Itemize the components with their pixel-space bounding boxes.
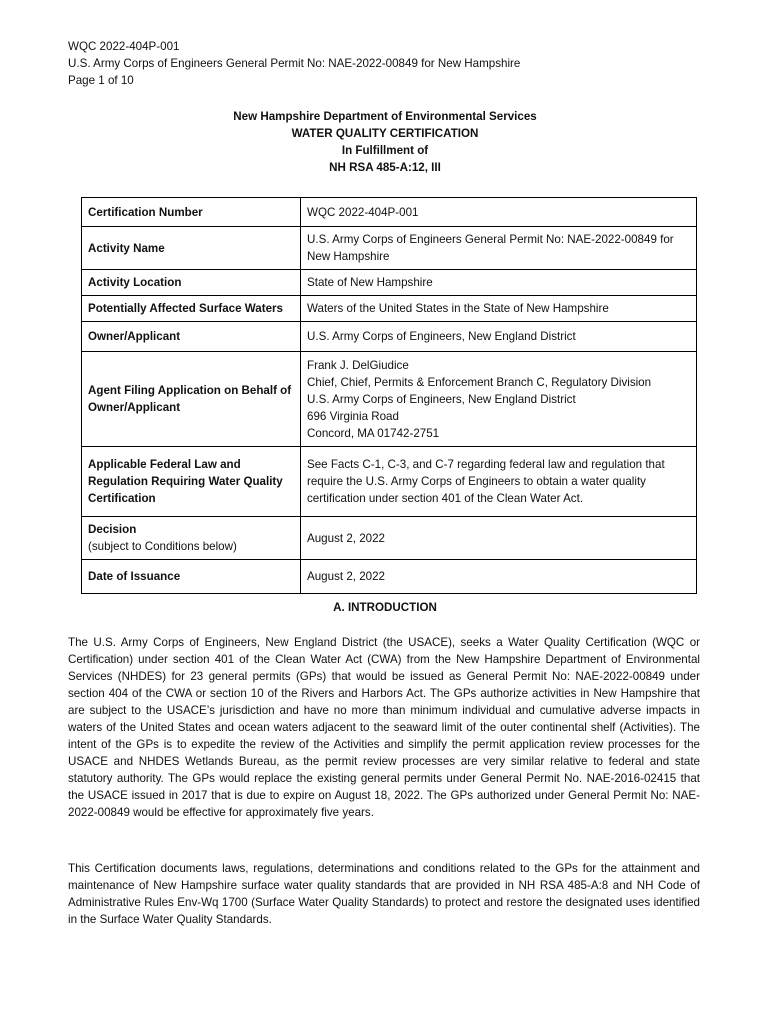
value-line: U.S. Army Corps of Engineers, New England District [307, 392, 576, 406]
row-label [82, 517, 301, 560]
label-line: Activity Location [88, 276, 182, 289]
table-row [82, 447, 697, 517]
row-value [301, 322, 697, 352]
value-line: August 2, 2022 [307, 570, 385, 583]
introduction-paragraph-1: The U.S. Army Corps of Engineers, New England District (the USACE), seeks a Water Quality Certification (WQC or Certification) under section 401 of the Clean Water Act (CWA) from the New Hampshire Department of Environmental Services (NHDES) for 23 general permits (GPs) that would be issued as General Permit No: NAE-2022-00849 under section 404 of the CWA or section 10 of the Rivers and Harbors Act. The GPs authorize activities in New Hampshire that are subject to the USACE’s jurisdiction and have no more than minimum individual and cumulative adverse impacts in waters of the United States and ocean waters adjacent to the seaward limit of the outer continental shelf (Activities). The intent of the GPs is to expedite the review of the Activities and simplify the permit application review processes for the USACE and NHDES Wetlands Bureau, as the permit review processes are very similar relative to federal and state statutory authority. The GPs would replace the existing general permits under General Permit No. NAE-2016-02415 that the USACE issued in 2017 that is due to expire on August 18, 2022. The GPs authorized under General Permit No: NAE-2022-00849 would be effective for approximately five years. [68, 636, 700, 819]
value-line: certification under section 401 of the Clean Water Act. [307, 492, 584, 505]
row-label [82, 198, 301, 227]
label-line: Potentially Affected Surface Waters [88, 302, 283, 315]
table-row [82, 352, 697, 447]
label-line: Activity Name [88, 241, 165, 255]
introduction-heading: A. INTRODUCTION [333, 601, 437, 614]
label-line: Agent Filing Application on Behalf of [88, 384, 292, 397]
row-value [301, 560, 697, 594]
introduction-paragraph-2: This Certification documents laws, regulations, determinations and conditions related to the GPs for the attainment and maintenance of New Hampshire surface water quality standards that are provided in NH RSA 485-A:8 and NH Code of Administrative Rules Env-Wq 1700 (Surface Water Quality Standards) to protect and restore the designated uses identified in the Surface Water Quality Standards. [68, 862, 700, 926]
row-value [301, 227, 697, 270]
document-id: WQC 2022-404P-001 [68, 40, 180, 53]
row-label [82, 270, 301, 296]
permit-line: U.S. Army Corps of Engineers General Permit No: NAE-2022-00849 for New Hampshire [68, 57, 521, 70]
row-label [82, 227, 301, 270]
table-row [82, 296, 697, 322]
row-value [301, 517, 697, 560]
value-line: WQC 2022-404P-001 [307, 205, 419, 219]
value-line: Chief, Chief, Permits & Enforcement Branch C, Regulatory Division [307, 375, 652, 389]
label-line: Decision [88, 523, 137, 536]
value-line: August 2, 2022 [307, 531, 385, 545]
table-row [82, 560, 697, 594]
value-line: State of New Hampshire [307, 276, 433, 289]
value-line: See Facts C-1, C-3, and C-7 regarding federal law and regulation that [307, 458, 665, 471]
row-label [82, 447, 301, 517]
row-value [301, 270, 697, 296]
value-line: require the U.S. Army Corps of Engineers to obtain a water quality [307, 475, 646, 488]
value-line: U.S. Army Corps of Engineers, New England District [307, 330, 576, 343]
statute-line: NH RSA 485-A:12, III [329, 161, 441, 174]
row-label [82, 560, 301, 594]
label-line: Owner/Applicant [88, 401, 181, 414]
label-line: Owner/Applicant [88, 330, 181, 343]
value-line: U.S. Army Corps of Engineers General Permit No: NAE-2022-00849 for [307, 233, 674, 246]
label-line: Certification Number [88, 205, 203, 219]
label-line: Certification [88, 492, 156, 505]
value-line: Frank J. DelGiudice [307, 358, 409, 372]
agency-title: New Hampshire Department of Environmental Services [233, 110, 537, 123]
table-row [82, 322, 697, 352]
row-value [301, 198, 697, 227]
value-line: Waters of the United States in the State of New Hampshire [307, 302, 609, 315]
page-header [68, 38, 520, 89]
row-value [301, 296, 697, 322]
table-row [82, 227, 697, 270]
label-line: Regulation Requiring Water Quality [88, 475, 283, 488]
row-label [82, 322, 301, 352]
label-line: Applicable Federal Law and [88, 458, 241, 471]
document-title-block [0, 108, 770, 176]
value-line: Concord, MA 01742-2751 [307, 426, 440, 440]
fulfillment-line: In Fulfillment of [341, 144, 429, 157]
table-row [82, 198, 697, 227]
row-value [301, 447, 697, 517]
label-line: Date of Issuance [88, 570, 181, 583]
row-label [82, 352, 301, 447]
page-number: Page 1 of 10 [68, 74, 134, 87]
label-line: (subject to Conditions below) [88, 540, 237, 553]
row-label [82, 296, 301, 322]
certification-details-table [81, 197, 697, 594]
table-row [82, 517, 697, 560]
value-line: New Hampshire [307, 250, 390, 263]
table-row [82, 270, 697, 296]
value-line: 696 Virginia Road [307, 409, 399, 423]
row-value [301, 352, 697, 447]
certification-title: WATER QUALITY CERTIFICATION [291, 127, 479, 140]
